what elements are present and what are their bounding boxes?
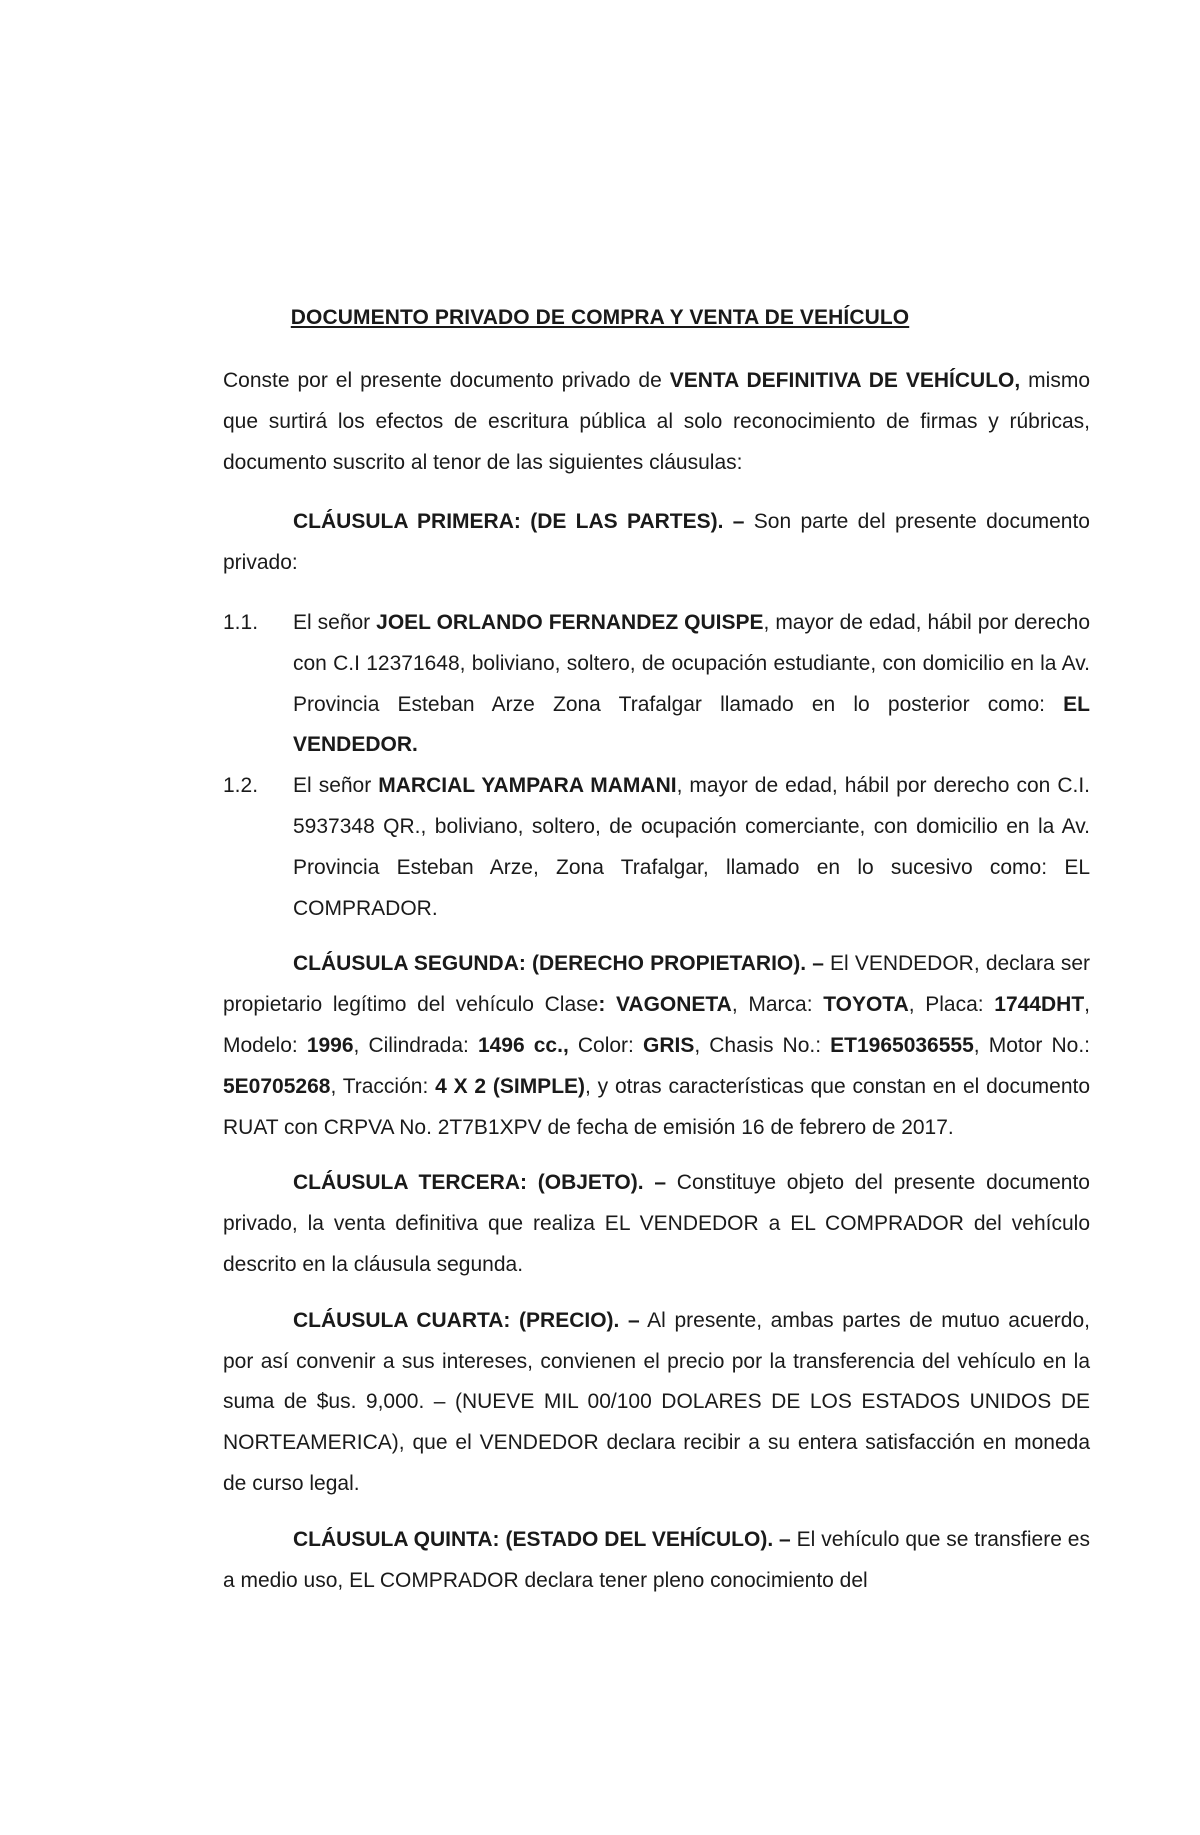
- clause-2-text: El VENDEDOR, declara ser propietario legítimo del vehículo Clase: [223, 952, 1090, 1017]
- vehicle-engine: 5E0705268: [223, 1074, 331, 1098]
- item-number: 1.2.: [223, 774, 259, 798]
- vehicle-traction: 4 X 2 (SIMPLE): [435, 1074, 586, 1098]
- clause-5-heading: CLÁUSULA QUINTA: (ESTADO DEL VEHÍCULO). –: [293, 1527, 791, 1551]
- item-number: 1.1.: [223, 610, 259, 634]
- vehicle-displacement: 1496 cc.,: [477, 1033, 569, 1057]
- document-body: [223, 361, 1090, 1601]
- vehicle-model: 1996: [306, 1033, 354, 1057]
- intro-text-2: mismo que surtirá los efectos de escritura pública al solo reconocimiento de firmas y rúbricas, documento suscrito al tenor de las siguientes cláusulas:: [223, 369, 1090, 474]
- vehicle-color: GRIS: [642, 1033, 695, 1057]
- clause-1-paragraph: [223, 502, 1090, 584]
- clause-2-text: , y otras características que constan en el documento RUAT con CRPVA No. 2T7B1XPV de fecha de emisión 16 de febrero de 2017.: [223, 1074, 1091, 1139]
- clause-2-text: , Marca:: [731, 993, 824, 1017]
- clause-4-heading: CLÁUSULA CUARTA: (PRECIO). –: [293, 1308, 640, 1332]
- vehicle-class: : VAGONETA: [598, 993, 732, 1017]
- item-text-part: El señor: [293, 610, 377, 634]
- party-item-1: [223, 603, 1090, 766]
- clause-2-text: , Tracción:: [330, 1074, 436, 1098]
- intro-text: Conste por el presente documento privado de: [223, 369, 670, 392]
- item-text-part: El señor: [293, 774, 379, 798]
- item-text: [293, 766, 1090, 929]
- item-text-part: , mayor de edad, hábil por derecho con C.I. 5937348 QR., boliviano, soltero, de ocupación comerciante, con domicilio en la Av. Provincia Esteban Arze, Zona Trafalgar, llamado en lo sucesivo como: EL COMPRADOR.: [293, 774, 1090, 920]
- clause-5-text: El vehículo que se transfiere es a medio uso, EL COMPRADOR declara tener pleno conocimiento del: [223, 1527, 1090, 1592]
- clause-3-heading: CLÁUSULA TERCERA: (OBJETO). –: [293, 1171, 667, 1195]
- seller-role: EL VENDEDOR.: [293, 692, 1090, 757]
- clause-2-text: Color:: [568, 1033, 643, 1057]
- clause-2-text: , Modelo:: [223, 993, 1090, 1057]
- clause-2-text: , Motor No.:: [973, 1033, 1090, 1057]
- vehicle-plate: 1744DHT: [994, 993, 1085, 1017]
- clause-2-paragraph: [223, 944, 1090, 1148]
- clause-1-text: Son parte del presente documento privado:: [223, 510, 1090, 575]
- party-item-2: [223, 766, 1090, 929]
- intro-paragraph: [223, 361, 1090, 483]
- clause-3-text: Constituye objeto del presente documento privado, la venta definitiva que realiza EL VENDEDOR a EL COMPRADOR del vehículo descrito en la cláusula segunda.: [223, 1171, 1090, 1276]
- clause-2-text: , Cilindrada:: [353, 1033, 478, 1057]
- clause-1-heading: CLÁUSULA PRIMERA: (DE LAS PARTES). –: [293, 510, 745, 534]
- clause-5-paragraph: [223, 1520, 1090, 1602]
- clause-4-text: Al presente, ambas partes de mutuo acuerdo, por así convenir a sus intereses, convienen el precio por la transferencia del vehículo en la suma de $us. 9,000. – (NUEVE MIL 00/100 DOLARES DE LOS ESTADOS UNIDOS DE NORTEAMERICA), que el VENDEDOR declara recibir a su entera satisfacción en moneda de curso legal.: [223, 1308, 1090, 1495]
- vehicle-chassis: ET1965036555: [830, 1033, 974, 1057]
- item-text: [293, 603, 1090, 766]
- document-title: DOCUMENTO PRIVADO DE COMPRA Y VENTA DE VEHÍCULO: [290, 306, 910, 329]
- vehicle-brand: TOYOTA: [823, 993, 909, 1017]
- buyer-name: MARCIAL YAMPARA MAMANI: [378, 774, 677, 798]
- clause-2-text: , Chasis No.:: [694, 1033, 831, 1057]
- clause-2-text: , Placa:: [908, 993, 995, 1017]
- clause-4-paragraph: [223, 1301, 1090, 1505]
- clause-3-paragraph: [223, 1163, 1090, 1285]
- item-text-part: , mayor de edad, hábil por derecho con C.I 12371648, boliviano, soltero, de ocupación estudiante, con domicilio en la Av. Provincia Esteban Arze Zona Trafalgar llamado en lo posterior como:: [293, 610, 1090, 716]
- intro-bold: VENTA DEFINITIVA DE VEHÍCULO,: [669, 369, 1021, 392]
- clause-2-heading: CLÁUSULA SEGUNDA: (DERECHO PROPIETARIO). –: [293, 952, 824, 976]
- seller-name: JOEL ORLANDO FERNANDEZ QUISPE: [376, 610, 764, 634]
